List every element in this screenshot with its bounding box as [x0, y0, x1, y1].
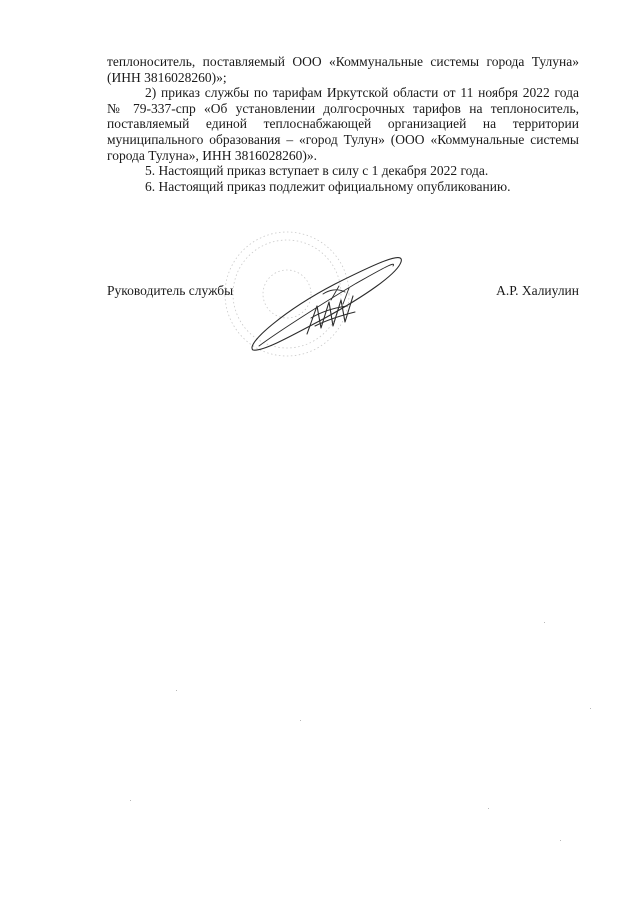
text-line: на территории муниципального образования – «город Тулун» — [107, 116, 580, 147]
handwritten-signature-icon — [252, 258, 401, 351]
scan-speck — [590, 708, 591, 709]
text-line: 2022 года № 79-337-спр «Об установлении долгосрочных тарифов — [107, 85, 579, 116]
scan-speck — [488, 808, 489, 809]
paragraph-item-6 — [107, 179, 579, 195]
scan-speck — [544, 622, 545, 623]
text-line: 6. Настоящий приказ подлежит официальному опубликованию. — [145, 178, 511, 194]
text-line: теплоноситель, поставляемый ООО «Коммунальные системы города Тулуна» — [107, 54, 579, 69]
scan-speck — [130, 800, 131, 801]
text-line: 5. Настоящий приказ вступает в силу с 1 декабря 2022 года. — [145, 163, 489, 179]
paragraph-item-5 — [107, 163, 579, 179]
signatory-name: А.Р. Халиулин — [496, 283, 579, 298]
text-line: (ИНН 3816028260)»; — [107, 69, 227, 85]
paragraph-continuation — [107, 54, 579, 85]
text-line: (ООО «Коммунальные системы города Тулуна», ИНН 3816028260)». — [107, 131, 579, 163]
signature-row — [107, 283, 579, 303]
scan-speck — [300, 720, 301, 721]
document-body — [107, 54, 579, 194]
signatory-position: Руководитель службы — [107, 283, 234, 298]
scan-speck — [176, 690, 177, 691]
scan-speck — [560, 840, 561, 841]
text-line: на теплоноситель, поставляемый единой теплоснабжающей организацией — [107, 100, 579, 132]
paragraph-item-2 — [107, 85, 579, 163]
text-line: 2) приказ службы по тарифам Иркутской области от 11 ноября — [145, 85, 518, 101]
